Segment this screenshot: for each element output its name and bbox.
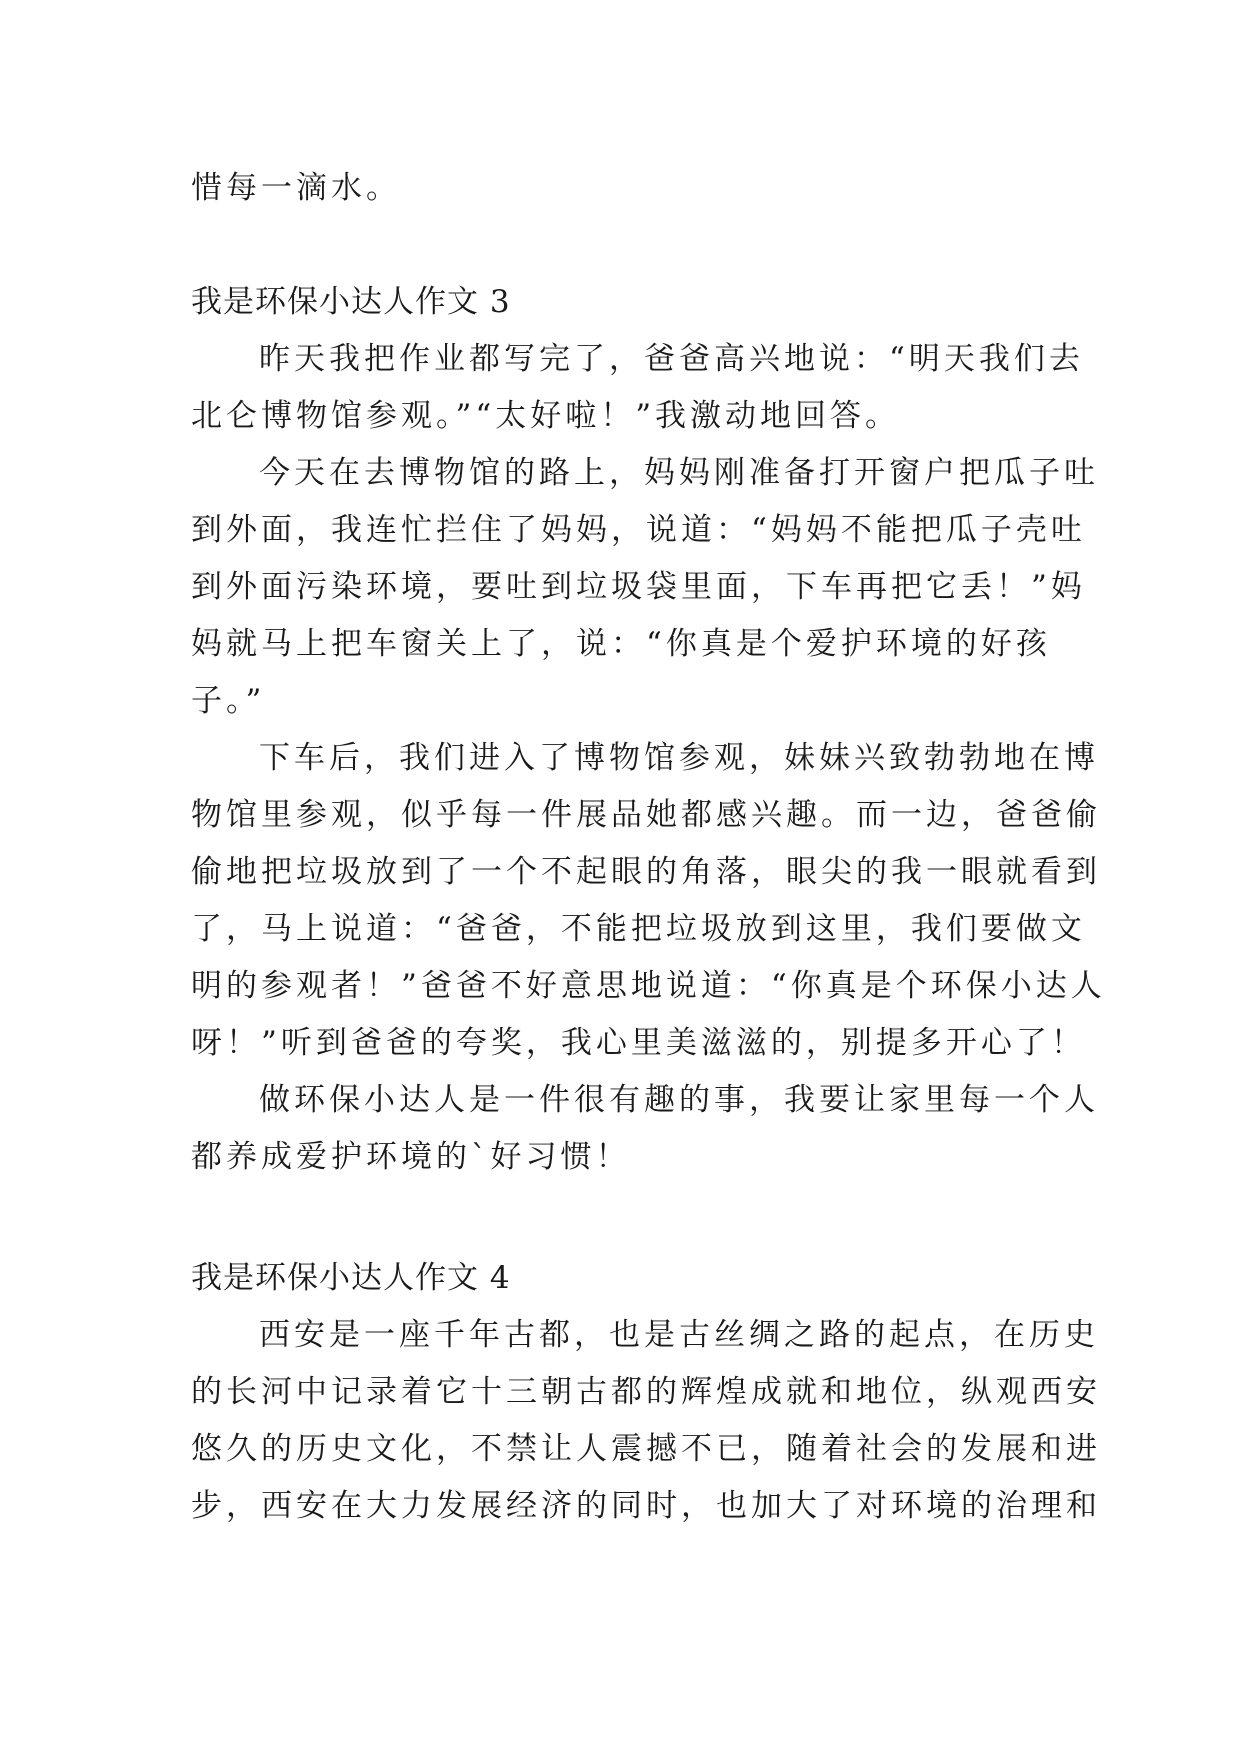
text-line: 妈就马上把车窗关上了，说：“你真是个爱护环境的好孩 — [191, 626, 1051, 662]
essay-3-body — [191, 331, 1106, 1186]
text-line: 昨天我把作业都写完了，爸爸高兴地说：“明天我们去 — [259, 341, 1084, 377]
text-line: 悠久的历史文化，不禁让人震撼不已，随着社会的发展和进 — [191, 1431, 1101, 1467]
text-line: 今天在去博物馆的路上，妈妈刚准备打开窗户把瓜子吐 — [259, 455, 1099, 491]
text-line: 步，西安在大力发展经济的同时，也加大了对环境的治理和 — [191, 1488, 1101, 1524]
text-line: 了，马上说道：“爸爸，不能把垃圾放到这里，我们要做文 — [191, 911, 1086, 947]
text-line: 都养成爱护环境的`好习惯！ — [191, 1139, 631, 1175]
section-title-4: 我是环保小达人作文 4 — [191, 1260, 511, 1296]
text-line: 西安是一座千年古都，也是古丝绸之路的起点，在历史 — [259, 1317, 1099, 1353]
text-line: 明的参观者！”爸爸不好意思地说道：“你真是个环保小达人 — [191, 968, 1106, 1004]
text-line: 做环保小达人是一件很有趣的事，我要让家里每一个人 — [259, 1082, 1099, 1118]
section-title-3: 我是环保小达人作文 3 — [191, 284, 511, 320]
text-line: 到外面污染环境，要吐到垃圾袋里面，下车再把它丢！”妈 — [191, 569, 1086, 605]
continuation-text: 惜每一滴水。 — [191, 170, 401, 206]
essay-section-4 — [191, 1250, 1101, 1535]
essay-section-3 — [191, 274, 1106, 1186]
text-line: 北仑博物馆参观。”“太好啦！”我激动地回答。 — [191, 398, 901, 434]
text-line: 下车后，我们进入了博物馆参观，妹妹兴致勃勃地在博 — [259, 740, 1099, 776]
text-line: 到外面，我连忙拦住了妈妈，说道：“妈妈不能把瓜子壳吐 — [191, 512, 1086, 548]
text-line: 偷地把垃圾放到了一个不起眼的角落，眼尖的我一眼就看到 — [191, 854, 1101, 890]
text-line: 的长河中记录着它十三朝古都的辉煌成就和地位，纵观西安 — [191, 1374, 1101, 1410]
text-line: 呀！”听到爸爸的夸奖，我心里美滋滋的，别提多开心了！ — [191, 1025, 1086, 1061]
text-line: 物馆里参观，似乎每一件展品她都感兴趣。而一边，爸爸偷 — [191, 797, 1101, 833]
essay-4-body — [191, 1307, 1101, 1535]
text-line: 子。” — [191, 683, 266, 719]
